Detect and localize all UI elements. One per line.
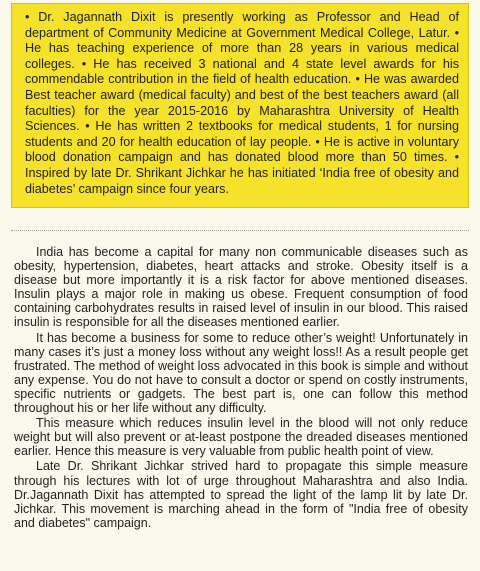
blurb-paragraph-3: This measure which reduces insulin level in the blood will not only reduce weight but will also prevent or at-least postpone the dreaded diseases mentioned earlier. Hence this measure is very valuable from public health point of view. <box>14 416 468 459</box>
author-bio-text: • Dr. Jagannath Dixit is presently working as Professor and Head of department of Community Medicine at Government Medical College, Latur. • He has teaching experience of more than 28 years in various medical colleges. • He has received 3 national and 4 state level awards for his commendable contribution in the field of health education. • He was awarded Best teacher award (medical faculty) and best of the best teachers award (all faculties) for the year 2015-2016 by Maharashtra University of Health Sciences. • He has written 2 textbooks for medical students, 1 for nursing students and 20 for health education of lay people. • He is active in voluntary blood donation campaign and has donated blood more than 50 times. • Inspired by late Dr. Shrikant Jichkar he has initiated ‘India free of obesity and diabetes’ campaign since four years. <box>25 10 459 196</box>
blurb-paragraph-2: It has become a business for some to reduce other’s weight! Unfortunately in many cases it’s just a money loss without any weight loss!! As a result people get frustrated. The method of weight loss advocated in this book is simple and without any expense. You do not have to consult a doctor or spend on costly instruments, specific nutrients or gadgets. The best part is, one can follow this method throughout his or her life without any difficulty. <box>14 330 468 416</box>
section-divider <box>11 230 469 231</box>
blurb-paragraph-1: India has become a capital for many non communicable diseases such as obesity, hypertension, diabetes, heart attacks and stroke. Obesity itself is a disease but more importantly it is a risk factor for above mentioned diseases. Insulin plays a major role in making us obese. Frequent consumption of food containing carbohydrates results in raised level of insulin in our blood. This raised insulin is responsible for all the diseases mentioned earlier. <box>14 245 468 330</box>
book-blurb <box>14 245 468 531</box>
blurb-paragraph-4: Late Dr. Shrikant Jichkar strived hard to propagate this simple measure through his lectures with lot of urge throughout Maharashtra and also India. Dr.Jagannath Dixit has attempted to spread the light of the lamp lit by late Dr. Jichkar. This movement is marching ahead in the form of "India free of obesity and diabetes" campaign. <box>14 459 468 530</box>
author-bio-box <box>11 3 469 208</box>
